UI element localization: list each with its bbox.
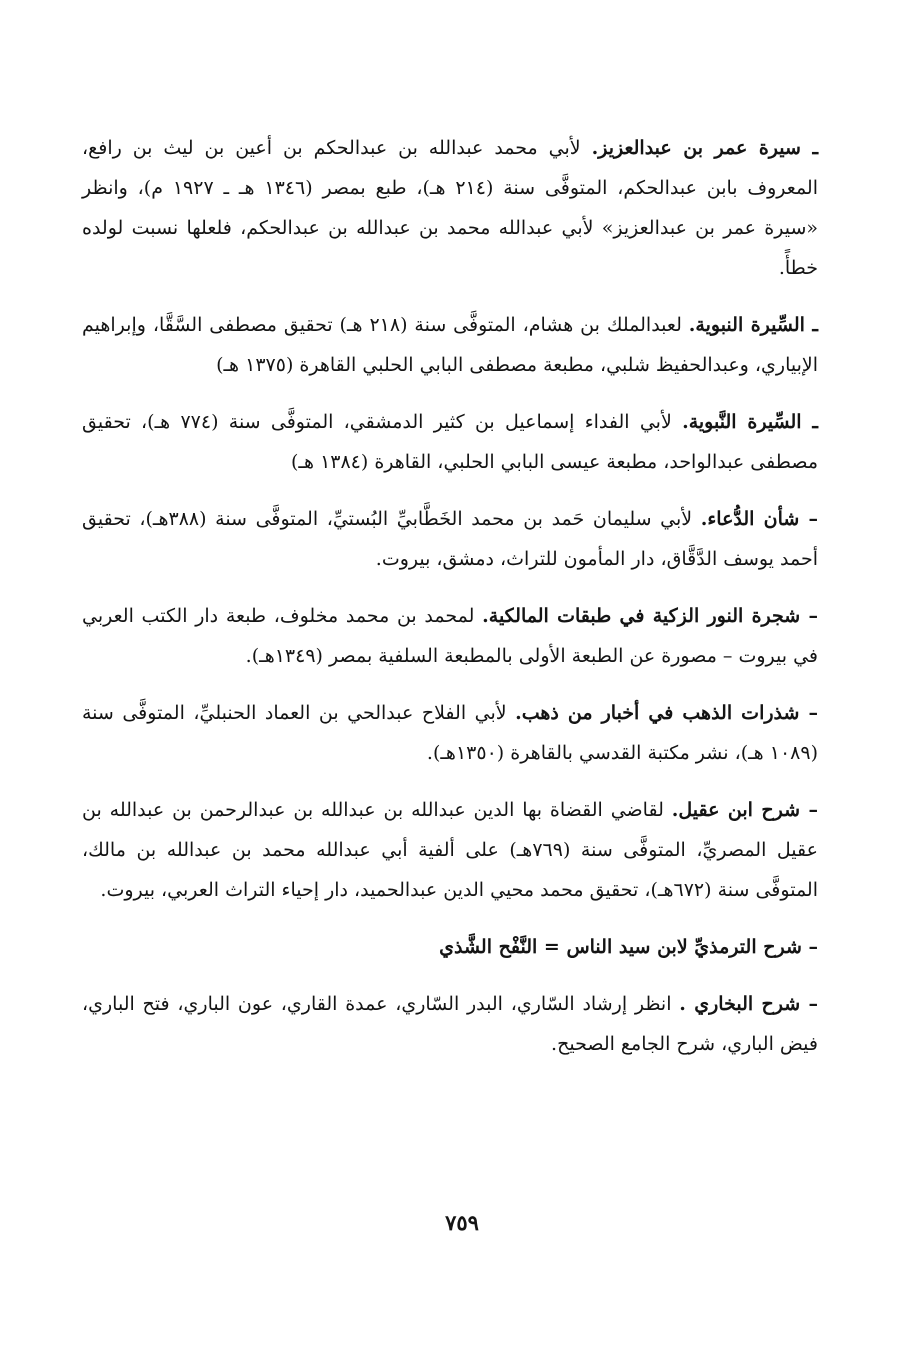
entry-title: ـ سيرة عمر بن عبدالعزيز. bbox=[591, 137, 819, 159]
entry-body: لعبدالملك بن هشام، المتوفَّى سنة (٢١٨ هـ) تحقيق مصطفى السَّقَّا، وإبراهيم الإبياري، وعبدالحفيظ شلبي، مطبعة مصطفى البابي الحلبي القاهرة (١٣٧٥ هـ) bbox=[82, 314, 818, 376]
bibliography-entry bbox=[82, 790, 818, 910]
entry-title: – شجرة النور الزكية في طبقات المالكية. bbox=[482, 605, 819, 627]
bibliography-list bbox=[82, 128, 818, 1081]
bibliography-entry bbox=[82, 596, 818, 676]
bibliography-entry bbox=[82, 402, 818, 482]
entry-title: – شذرات الذهب في أخبار من ذهب. bbox=[515, 702, 818, 724]
entry-title: – شأن الدُّعاء. bbox=[700, 508, 818, 530]
entry-body: لمحمد بن محمد مخلوف، طبعة دار الكتب العربي في بيروت – مصورة عن الطبعة الأولى بالمطبعة السلفية بمصر (١٣٤٩هـ). bbox=[82, 605, 818, 667]
bibliography-entry bbox=[82, 693, 818, 773]
entry-body: لأبي سليمان حَمد بن محمد الخَطَّابيِّ البُستيِّ، المتوفَّى سنة (٣٨٨هـ)، تحقيق أحمد يوسف الدَّقَّاق، دار المأمون للتراث، دمشق، بيروت. bbox=[82, 508, 818, 570]
entry-body: لأبي محمد عبدالله بن عبدالحكم بن أعين بن ليث بن رافع، المعروف بابن عبدالحكم، المتوفَّى سنة (٢١٤ هـ)، طبع بمصر (١٣٤٦ هـ ـ ١٩٢٧ م)، وانظر «سيرة عمر بن عبدالعزيز» لأبي عبدالله محمد بن عبدالله بن عبدالحكم، فلعلها نسبت لولده خطأً. bbox=[82, 137, 819, 279]
entry-title: ـ السِّيرة النَّبوية. bbox=[682, 411, 818, 433]
entry-body: انظر إرشاد السّاري، البدر السّاري، عمدة القاري، عون الباري، فتح الباري، فيض الباري، شرح الجامع الصحيح. bbox=[82, 993, 818, 1055]
entry-title: ـ السِّيرة النبوية. bbox=[688, 314, 818, 336]
bibliography-entry bbox=[82, 927, 818, 967]
entry-title: – شرح الترمذيِّ لابن سيد الناس = النَّفْح الشَّذي bbox=[439, 936, 818, 958]
entry-title: – شرح ابن عقيل. bbox=[671, 799, 818, 821]
entry-body: لأبي الفلاح عبدالحي بن العماد الحنبليِّ، المتوفَّى سنة (١٠٨٩ هـ)، نشر مكتبة القدسي بالقاهرة (١٣٥٠هـ). bbox=[82, 702, 818, 764]
entry-body: لقاضي القضاة بها الدين عبدالله بن عبدالله بن عبدالرحمن بن عبدالله بن عقيل المصريِّ، المتوفَّى سنة (٧٦٩هـ) على ألفية أبي عبدالله محمد بن عبدالله بن مالك، المتوفَّى سنة (٦٧٢هـ)، تحقيق محمد محيي الدين عبدالحميد، دار إحياء التراث العربي، بيروت. bbox=[82, 799, 818, 901]
bibliography-entry bbox=[82, 984, 818, 1064]
bibliography-entry bbox=[82, 305, 818, 385]
entry-title: – شرح البخاري . bbox=[679, 993, 818, 1015]
page-number: ٧٥٩ bbox=[445, 1210, 479, 1235]
bibliography-entry bbox=[82, 499, 818, 579]
entry-body: لأبي الفداء إسماعيل بن كثير الدمشقي، المتوفَّى سنة (٧٧٤ هـ)، تحقيق مصطفى عبدالواحد، مطبعة عيسى البابي الحلبي، القاهرة (١٣٨٤ هـ) bbox=[82, 411, 818, 473]
bibliography-entry bbox=[82, 128, 818, 288]
